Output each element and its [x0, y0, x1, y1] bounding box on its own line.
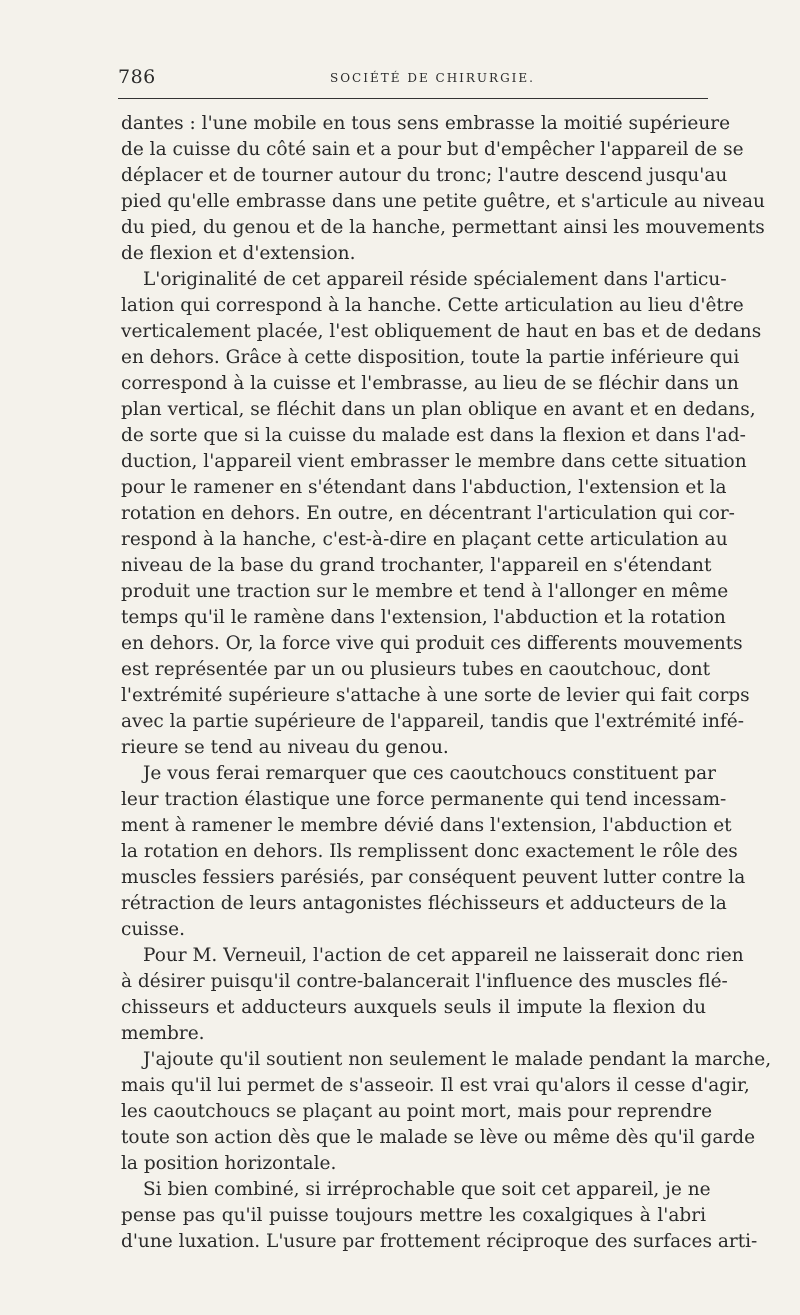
text-line: rétraction de leurs antagonistes fléchisseurs et adducteurs de la	[121, 893, 727, 914]
text-line: cuisse.	[121, 919, 186, 940]
text-line: Pour M. Verneuil, l'action de cet appareil ne laisserait donc rien	[143, 945, 744, 966]
text-line: produit une traction sur le membre et tend à l'allonger en même	[121, 581, 729, 602]
text-line: de flexion et d'extension.	[121, 243, 356, 264]
text-line: la rotation en dehors. Ils remplissent donc exactement le rôle des	[121, 841, 738, 862]
text-line: membre.	[121, 1023, 205, 1044]
text-line: à désirer puisqu'il contre-balancerait l'influence des muscles flé-	[121, 971, 728, 992]
text-line: pour le ramener en s'étendant dans l'abduction, l'extension et la	[121, 477, 727, 498]
text-line: Si bien combiné, si irréprochable que soit cet appareil, je ne	[143, 1179, 711, 1200]
text-line: rieure se tend au niveau du genou.	[121, 737, 449, 758]
text-line: les caoutchoucs se plaçant au point mort, mais pour reprendre	[121, 1101, 713, 1122]
text-line: duction, l'appareil vient embrasser le membre dans cette situation	[121, 451, 747, 472]
text-line: ment à ramener le membre dévié dans l'extension, l'abduction et	[121, 815, 732, 836]
text-line: en dehors. Grâce à cette disposition, toute la partie inférieure qui	[121, 347, 740, 368]
text-line: respond à la hanche, c'est-à-dire en plaçant cette articulation au	[121, 529, 728, 550]
text-line: lation qui correspond à la hanche. Cette articulation au lieu d'être	[121, 295, 744, 316]
text-line: pense pas qu'il puisse toujours mettre les coxalgiques à l'abri	[121, 1205, 706, 1226]
page-header	[118, 66, 708, 94]
text-line: temps qu'il le ramène dans l'extension, l'abduction et la rotation	[121, 607, 726, 628]
text-line: verticalement placée, l'est obliquement de haut en bas et de dedans	[121, 321, 762, 342]
header-rule	[118, 98, 708, 99]
page-number: 786	[118, 66, 156, 88]
text-line: niveau de la base du grand trochanter, l'appareil en s'étendant	[121, 555, 712, 576]
text-line: est représentée par un ou plusieurs tubes en caoutchouc, dont	[121, 659, 711, 680]
text-line: déplacer et de tourner autour du tronc; l'autre descend jusqu'au	[121, 165, 728, 186]
text-line: toute son action dès que le malade se lève ou même dès qu'il garde	[121, 1127, 756, 1148]
text-line: en dehors. Or, la force vive qui produit ces differents mouvements	[121, 633, 743, 654]
text-line: Je vous ferai remarquer que ces caoutchoucs constituent par	[143, 763, 716, 784]
text-line: correspond à la cuisse et l'embrasse, au lieu de se fléchir dans un	[121, 373, 739, 394]
text-line: L'originalité de cet appareil réside spécialement dans l'articu-	[143, 269, 727, 290]
body-text	[121, 111, 772, 1255]
text-line: dantes : l'une mobile en tous sens embrasse la moitié supérieure	[121, 113, 731, 134]
text-line: du pied, du genou et de la hanche, permettant ainsi les mouvements	[121, 217, 765, 238]
text-line: rotation en dehors. En outre, en décentrant l'articulation qui cor-	[121, 503, 735, 524]
text-line: J'ajoute qu'il soutient non seulement le malade pendant la marche,	[143, 1049, 772, 1070]
text-line: l'extrémité supérieure s'attache à une sorte de levier qui fait corps	[121, 685, 750, 706]
text-line: plan vertical, se fléchit dans un plan oblique en avant et en dedans,	[121, 399, 756, 420]
text-line: de sorte que si la cuisse du malade est dans la flexion et dans l'ad-	[121, 425, 746, 446]
text-line: chisseurs et adducteurs auxquels seuls il impute la flexion du	[121, 997, 706, 1018]
text-line: d'une luxation. L'usure par frottement réciproque des surfaces arti-	[121, 1231, 758, 1252]
text-line: avec la partie supérieure de l'appareil, tandis que l'extrémité infé-	[121, 711, 745, 732]
text-line: la position horizontale.	[121, 1153, 337, 1174]
text-line: muscles fessiers parésiés, par conséquent peuvent lutter contre la	[121, 867, 746, 888]
text-line: mais qu'il lui permet de s'asseoir. Il est vrai qu'alors il cesse d'agir,	[121, 1075, 750, 1096]
text-line: pied qu'elle embrasse dans une petite guêtre, et s'articule au niveau	[121, 191, 765, 212]
text-line: de la cuisse du côté sain et a pour but d'empêcher l'appareil de se	[121, 139, 744, 160]
running-head: SOCIÉTÉ DE CHIRURGIE.	[330, 71, 535, 85]
text-line: leur traction élastique une force permanente qui tend incessam-	[121, 789, 727, 810]
